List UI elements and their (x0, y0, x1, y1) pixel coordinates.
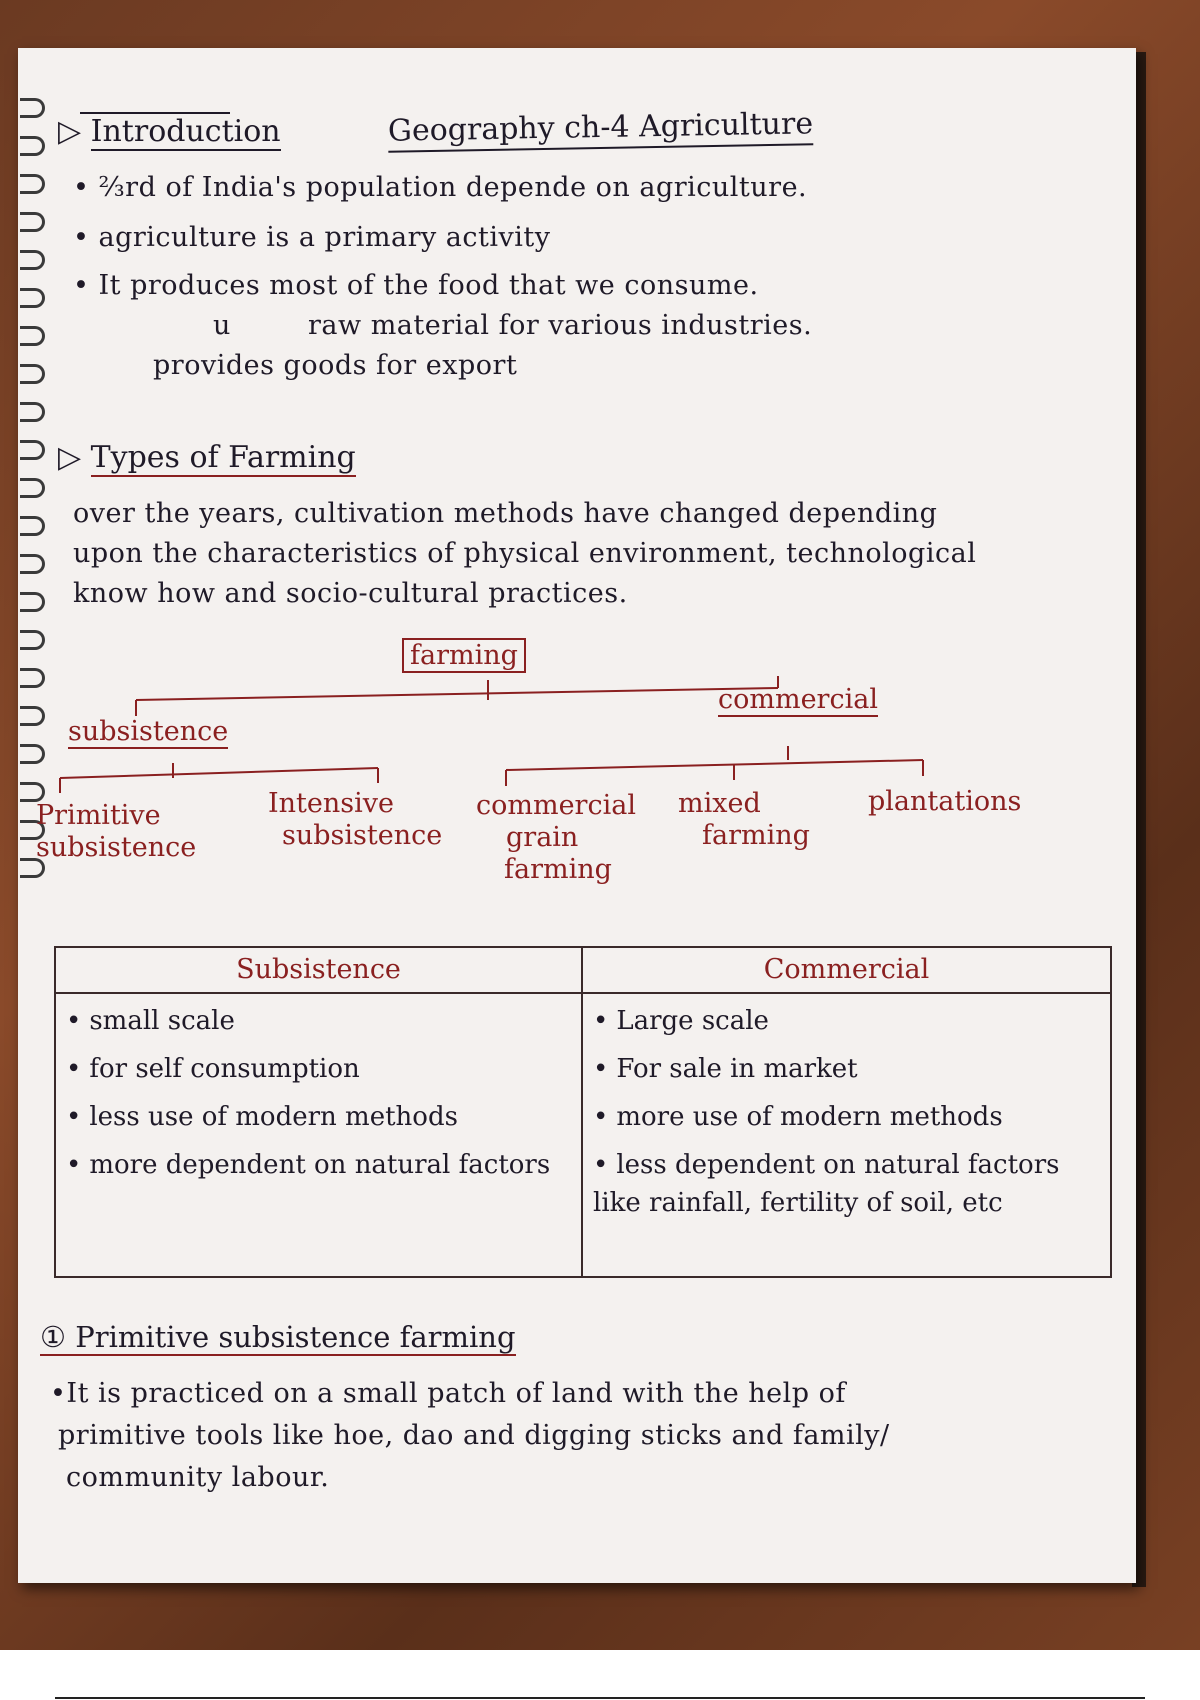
intro-line-3: • It produces most of the food that we consume. (73, 270, 759, 301)
list-item: • For sale in market (593, 1050, 1100, 1088)
commercial-column-header: Commercial (583, 948, 1110, 994)
primitive-line-3: community labour. (66, 1462, 330, 1493)
types-heading-label: Types of Farming (90, 440, 356, 475)
bottom-rule (55, 1697, 1145, 1699)
tree-primitive-line-1: Primitive (36, 800, 161, 831)
primitive-line-2: primitive tools like hoe, dao and digging sticks and family/ (58, 1420, 890, 1451)
tree-mixed-line-2: farming (702, 820, 810, 851)
tree-node-commercial (718, 684, 878, 715)
intro-line-1: • ⅔rd of India's population depende on agriculture. (73, 172, 808, 203)
tree-commercial-grain-line-1: commercial (476, 790, 636, 821)
tree-root-label: farming (402, 638, 526, 673)
tree-node-commercial-grain (476, 790, 636, 886)
spiral-binding (18, 98, 46, 918)
tree-commercial-grain-line-2: grain (506, 822, 579, 853)
tree-intensive-line-1: Intensive (268, 788, 394, 819)
list-item: • more use of modern methods (593, 1098, 1100, 1136)
list-item: • for self consumption (66, 1050, 571, 1088)
tree-intensive-line-2: subsistence (282, 820, 443, 851)
list-item: • small scale (66, 1002, 571, 1040)
types-line-1: over the years, cultivation methods have changed depending (73, 498, 938, 529)
tree-node-subsistence (68, 716, 228, 747)
tree-node-mixed (678, 788, 810, 852)
comparison-table (54, 946, 1112, 1278)
tree-subsistence-label: subsistence (68, 716, 229, 747)
tree-root-farming (402, 640, 526, 671)
introduction-heading (58, 114, 281, 149)
list-item: • more dependent on natural factors (66, 1146, 571, 1184)
primitive-heading (40, 1320, 516, 1354)
tree-commercial-grain-line-3: farming (504, 854, 612, 885)
intro-line-5: provides goods for export (153, 350, 518, 381)
arrow-icon: ▷ (58, 114, 82, 149)
list-item: • less dependent on natural factors like rainfall, fertility of soil, etc (593, 1146, 1100, 1222)
tree-mixed-line-1: mixed (678, 788, 761, 819)
subsistence-column-header: Subsistence (56, 948, 581, 994)
list-item: • less use of modern methods (66, 1098, 571, 1136)
intro-ditto-mark: u (213, 310, 231, 341)
intro-line-2: • agriculture is a primary activity (73, 222, 551, 253)
commercial-column (583, 948, 1110, 1276)
tree-node-plantations: plantations (868, 786, 1022, 817)
types-heading (58, 440, 356, 475)
commercial-list (583, 1002, 1110, 1222)
primitive-heading-label: ① Primitive subsistence farming (40, 1320, 516, 1354)
notebook-page (18, 48, 1136, 1583)
intro-line-4: raw material for various industries. (308, 310, 813, 341)
tree-primitive-line-2: subsistence (36, 832, 197, 863)
list-item: • Large scale (593, 1002, 1100, 1040)
introduction-heading-label: Introduction (90, 114, 281, 149)
types-line-2: upon the characteristics of physical environment, technological (73, 538, 977, 569)
tree-commercial-label: commercial (718, 684, 878, 715)
arrow-icon: ▷ (58, 440, 82, 475)
primitive-line-1: •It is practiced on a small patch of land with the help of (50, 1378, 846, 1409)
tree-node-primitive (36, 800, 196, 864)
subsistence-list (56, 1002, 581, 1184)
page-title: Geography ch-4 Agriculture (388, 106, 814, 152)
subsistence-column (56, 948, 583, 1276)
tree-node-intensive (268, 788, 442, 852)
types-line-3: know how and socio-cultural practices. (73, 578, 628, 609)
top-left-fragment (80, 82, 230, 114)
bottom-margin (0, 1650, 1200, 1700)
